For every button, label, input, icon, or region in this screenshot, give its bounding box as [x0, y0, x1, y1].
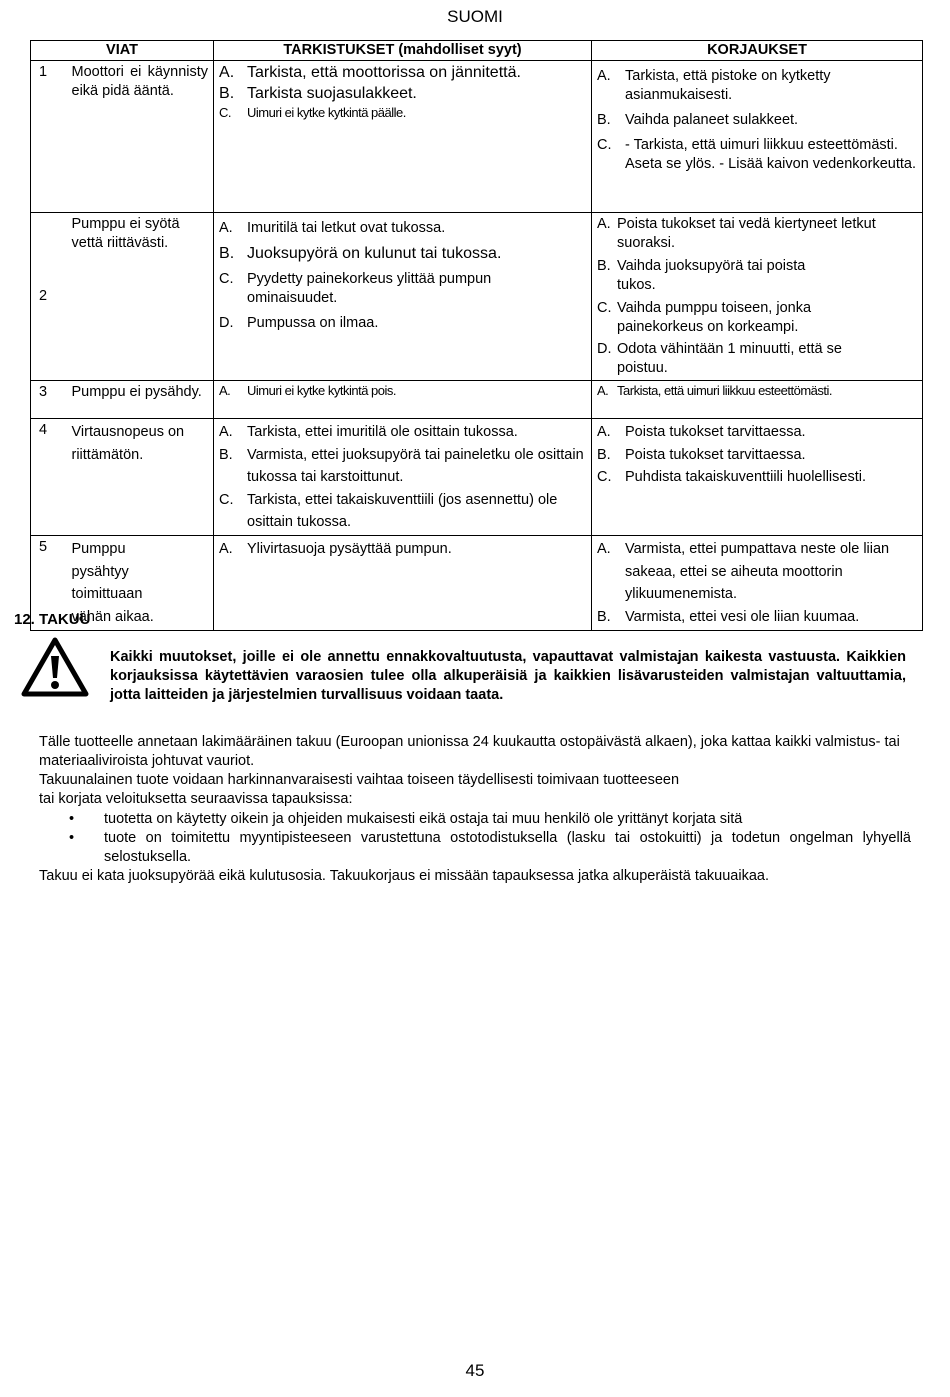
list-item: • tuote on toimitettu myyntipisteeseen varustettuna ostotodistuksella (lasku tai ostokuitti) ja todetun ongelman lyhyellä selostuksella. [39, 829, 911, 867]
column-header-faults: VIAT [31, 41, 214, 61]
fix-item: C. Puhdista takaiskuventtiili huolellisesti. [597, 469, 867, 486]
fault-cell: Pumppu pysähtyy toimittuaan vähän aikaa. [67, 536, 214, 631]
bullet-list [39, 810, 911, 867]
check-item: A. Imuritilä tai letkut ovat tukossa. [219, 220, 446, 237]
fix-item: C. - Tarkista, että uimuri liikkuu esteettömästi. Aseta se ylös. - Lisää kaivon vedenkorkeutta. [597, 136, 916, 172]
table-row [31, 419, 923, 536]
check-item: B. Tarkista suojasulakkeet. [219, 85, 417, 103]
row-number: 5 [31, 536, 67, 631]
fault-cell: Moottori ei käynnisty eikä pidä ääntä. [67, 61, 214, 213]
table-row [31, 213, 923, 381]
checks-cell [214, 381, 592, 419]
row-number: 2 [31, 213, 67, 381]
table-row [31, 381, 923, 419]
fix-item: B. Vaihda juoksupyörä tai poista tukos. [597, 258, 806, 293]
fix-item: B. Poista tukokset tarvittaessa. [597, 446, 806, 463]
warranty-body [39, 733, 911, 886]
row-number: 1 [31, 61, 67, 213]
page-number: 45 [465, 1361, 485, 1380]
fixes-cell [592, 419, 923, 536]
fixes-cell [592, 381, 923, 419]
fixes-cell [592, 536, 923, 631]
fix-item: A. Tarkista, että uimuri liikkuu esteettömästi. [597, 383, 832, 399]
fixes-cell [592, 213, 923, 381]
troubleshooting-table [30, 40, 923, 631]
paragraph: Takuunalainen tuote voidaan harkinnanvaraisesti vaihtaa toiseen täydellisesti toimivaan tuotteeseen [39, 772, 680, 789]
check-item: B. Juoksupyörä on kulunut tai tukossa. [219, 245, 502, 263]
bullet-icon: • [69, 829, 75, 846]
checks-cell [214, 419, 592, 536]
table-header-row [31, 41, 923, 61]
check-item: C. Tarkista, ettei takaiskuventtiili (jos asennettu) ole osittain tukossa. [219, 491, 558, 531]
check-item: B. Varmista, ettei juoksupyörä tai paineletku ole osittain tukossa tai karstoittunut. [219, 446, 584, 486]
fixes-cell [592, 61, 923, 213]
check-item: A. Ylivirtasuoja pysäyttää pumpun. [219, 541, 452, 558]
check-item: C. Uimuri ei kytke kytkintä päälle. [219, 104, 406, 120]
bullet-icon: • [69, 810, 75, 827]
paragraph: tai korjata veloituksetta seuraavissa tapauksissa: [39, 791, 353, 808]
table-row [31, 536, 923, 631]
checks-cell [214, 213, 592, 381]
fix-item: C. Vaihda pumppu toiseen, jonka painekorkeus on korkeampi. [597, 299, 812, 335]
fix-item: D. Odota vähintään 1 minuutti, että se poistuu. [597, 341, 842, 377]
check-item: D. Pumpussa on ilmaa. [219, 314, 379, 331]
fault-cell: Virtausnopeus on riittämätön. [67, 419, 214, 536]
check-item: C. Pyydetty painekorkeus ylittää pumpun ominaisuudet. [219, 271, 492, 306]
check-item: A. Uimuri ei kytke kytkintä pois. [219, 383, 397, 399]
warning-triangle-icon [20, 636, 90, 698]
paragraph: Tälle tuotteelle annetaan lakimääräinen takuu (Euroopan unionissa 24 kuukautta ostopäivästä alkaen), joka kattaa kaikki valmistus- tai materiaaliviroista johtuvat vauriot. [39, 734, 900, 770]
check-item: A. Tarkista, että moottorissa on jännitettä. [219, 64, 521, 82]
fix-item: B. Vaihda palaneet sulakkeet. [597, 112, 799, 129]
warning-text: Kaikki muutokset, joille ei ole annettu ennakkovaltuutusta, vapauttavat valmistajan kaikesta vastuusta. Kaikkien korjauksissa käytettävien varaosien tulee olla alkuperäisiä ja kaikkien lisävarusteiden valmistajan valtuuttamia, jotta laitteiden ja järjestelmien turvallisuus voidaan taata. [110, 649, 906, 703]
page-header: SUOMI [447, 7, 503, 26]
fix-item: A. Tarkista, että pistoke on kytketty asianmukaisesti. [597, 68, 831, 104]
fix-item: B. Varmista, ettei vesi ole liian kuumaa. [597, 608, 860, 625]
section-title: 12. TAKUU [14, 611, 91, 628]
table-row [31, 61, 923, 213]
fault-cell: Pumppu ei syötä vettä riittävästi. [67, 213, 214, 381]
fix-item: A. Poista tukokset tarvittaessa. [597, 424, 806, 441]
row-number: 4 [31, 419, 67, 536]
column-header-checks: TARKISTUKSET (mahdolliset syyt) [214, 41, 592, 61]
column-header-fixes: KORJAUKSET [592, 41, 923, 61]
checks-cell [214, 61, 592, 213]
checks-cell [214, 536, 592, 631]
fault-cell: Pumppu ei pysähdy. [67, 381, 214, 419]
row-number: 3 [31, 381, 67, 419]
fix-item: A. Varmista, ettei pumpattava neste ole liian sakeaa, ettei se aiheuta moottorin ylikuumenemista. [597, 541, 890, 603]
list-item: • tuotetta on käytetty oikein ja ohjeiden mukaisesti eikä ostaja tai muu henkilö ole yrittänyt korjata sitä [39, 810, 911, 829]
closing-paragraph: Takuu ei kata juoksupyörää eikä kulutusosia. Takuukorjaus ei missään tapauksessa jatka alkuperäistä takuuaikaa. [39, 867, 769, 884]
fix-item: A. Poista tukokset tai vedä kiertyneet letkut suoraksi. [597, 216, 876, 252]
check-item: A. Tarkista, ettei imuritilä ole osittain tukossa. [219, 424, 518, 441]
